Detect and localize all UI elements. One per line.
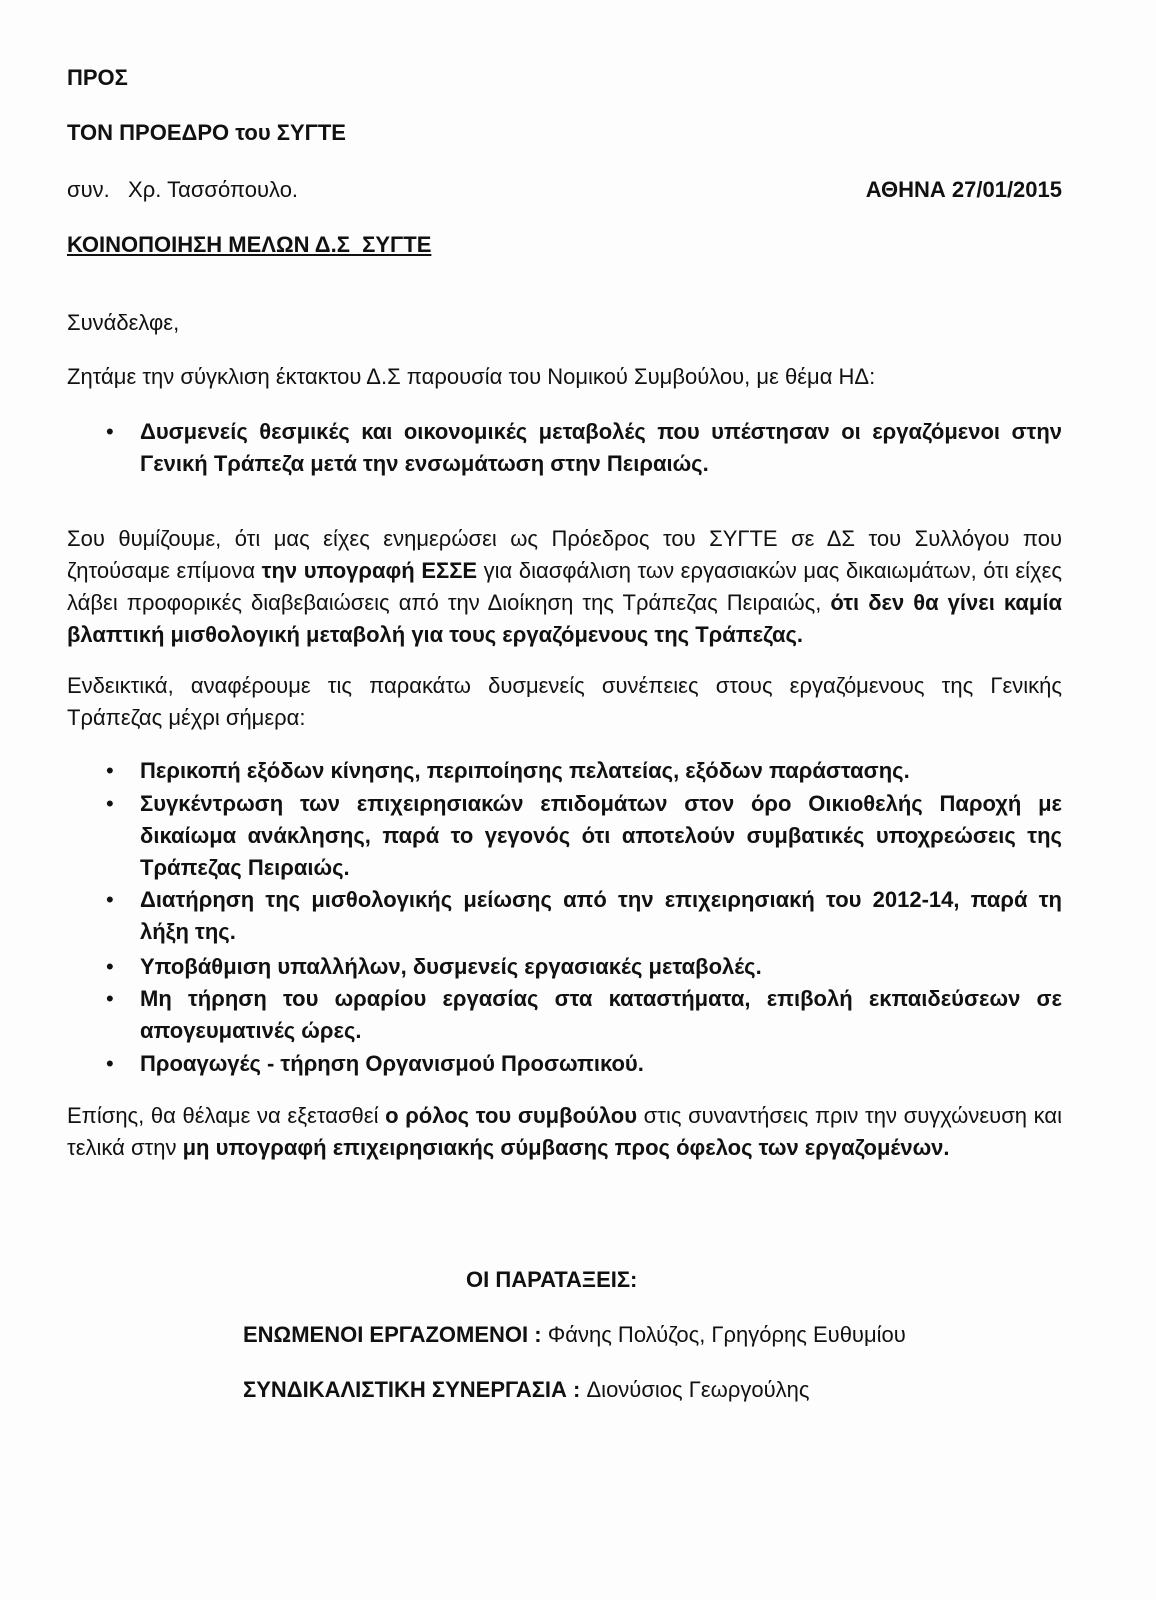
attention: συν. Χρ. Τασσόπουλο. bbox=[67, 177, 299, 202]
text: στις συναντήσεις πριν την συγχώνευση και τελικά στην bbox=[67, 1103, 1062, 1160]
bullet-icon: • bbox=[106, 986, 114, 1011]
signature-line bbox=[243, 1319, 906, 1351]
faction-name: ΕΝΩΜΕΝΟΙ ΕΡΓΑΖΟΜΕΝΟΙ : bbox=[243, 1322, 548, 1347]
greeting: Συνάδελφε, bbox=[67, 310, 180, 335]
bullet-icon: • bbox=[106, 791, 114, 816]
list-item-text: Συγκέντρωση των επιχειρησιακών επιδομάτων στον όρο Οικιοθελής Παροχή με δικαίωμα ανάκλησης, παρά το γεγονός ότι αποτελούν συμβατικές υποχρεώσεις της Τράπεζας Πειραιώς. bbox=[140, 791, 1062, 880]
list-item bbox=[106, 755, 1062, 787]
bullet-icon: • bbox=[106, 887, 114, 912]
text: για διασφάλιση των εργασιακών μας δικαιωμάτων, ότι είχες λάβει προφορικές διαβεβαιώσεις από την Διοίκηση της Τράπεζας Πειραιώς, bbox=[67, 558, 1062, 615]
bold-text: ότι δεν θα γίνει καμία βλαπτική μισθολογική μεταβολή για τους εργαζόμενους της Τράπεζας. bbox=[67, 590, 1063, 647]
list-item-text: Υποβάθμιση υπαλλήλων, δυσμενείς εργασιακές μεταβολές. bbox=[140, 954, 762, 979]
bold-text: ο ρόλος του συμβούλου bbox=[385, 1103, 638, 1128]
signatory-names: Φάνης Πολύζος, Γρηγόρης Ευθυμίου bbox=[547, 1322, 906, 1347]
list-item-text: Προαγωγές - τήρηση Οργανισμού Προσωπικού. bbox=[140, 1051, 644, 1076]
paragraph-3 bbox=[67, 1100, 1062, 1164]
request: Ζητάμε την σύγκλιση έκτακτου Δ.Σ παρουσία του Νομικού Συμβούλου, με θέμα ΗΔ: bbox=[67, 364, 876, 389]
topic-bullet bbox=[106, 416, 1062, 480]
bullet-icon: • bbox=[106, 954, 114, 979]
list-item-text: Περικοπή εξόδων κίνησης, περιποίησης πελατείας, εξόδων παράστασης. bbox=[140, 758, 910, 783]
faction-name: ΣΥΝΔΙΚΑΛΙΣΤΙΚΗ ΣΥΝΕΡΓΑΣΙΑ : bbox=[243, 1377, 587, 1402]
paragraph-2: Ενδεικτικά, αναφέρουμε τις παρακάτω δυσμενείς συνέπειες στους εργαζόμενους της Γενικής Τράπεζας μέχρι σήμερα: bbox=[67, 673, 1062, 730]
to-label: ΠΡΟΣ bbox=[67, 65, 128, 90]
list-item bbox=[106, 951, 1062, 983]
list-item bbox=[106, 884, 1062, 948]
bullet-icon: • bbox=[106, 419, 114, 444]
list-item-text: Μη τήρηση του ωραρίου εργασίας στα καταστήματα, επιβολή εκπαιδεύσεων σε απογευματινές ώρες. bbox=[140, 986, 1062, 1043]
list-item bbox=[106, 983, 1062, 1047]
text: Επίσης, θα θέλαμε να εξετασθεί bbox=[67, 1103, 386, 1128]
cc-line: ΚΟΙΝΟΠΟΙΗΣΗ ΜΕΛΩΝ Δ.Σ ΣΥΓΤΕ bbox=[67, 232, 432, 257]
list-item bbox=[106, 788, 1062, 884]
signatory-names: Διονύσιος Γεωργούλης bbox=[586, 1377, 810, 1402]
bold-text: μη υπογραφή επιχειρησιακής σύμβασης προς όφελος των εργαζομένων. bbox=[182, 1135, 950, 1160]
bullet-icon: • bbox=[106, 1051, 114, 1076]
list-item bbox=[106, 1048, 1062, 1080]
topic: Δυσμενείς θεσμικές και οικονομικές μεταβολές που υπέστησαν οι εργαζόμενοι στην Γενική Τράπεζα μετά την ενσωμάτωση στην Πειραιώς. bbox=[140, 419, 1062, 476]
text: Σου θυμίζουμε, ότι μας είχες ενημερώσει ως Πρόεδρος του ΣΥΓΤΕ σε ΔΣ του Συλλόγου που ζητούσαμε επίμονα bbox=[67, 526, 1062, 583]
bold-text: την υπογραφή ΕΣΣΕ bbox=[261, 558, 478, 583]
date: ΑΘΗΝΑ 27/01/2015 bbox=[865, 177, 1062, 202]
list-item-text: Διατήρηση της μισθολογικής μείωσης από την επιχειρησιακή του 2012-14, παρά τη λήξη της. bbox=[140, 887, 1062, 944]
recipient: ΤΟΝ ΠΡΟΕΔΡΟ του ΣΥΓΤΕ bbox=[67, 120, 346, 145]
paragraph-1 bbox=[67, 523, 1062, 651]
bullet-icon: • bbox=[106, 758, 114, 783]
signature-line bbox=[243, 1374, 809, 1406]
signatures-heading: ΟΙ ΠΑΡΑΤΑΞΕΙΣ: bbox=[466, 1267, 638, 1292]
